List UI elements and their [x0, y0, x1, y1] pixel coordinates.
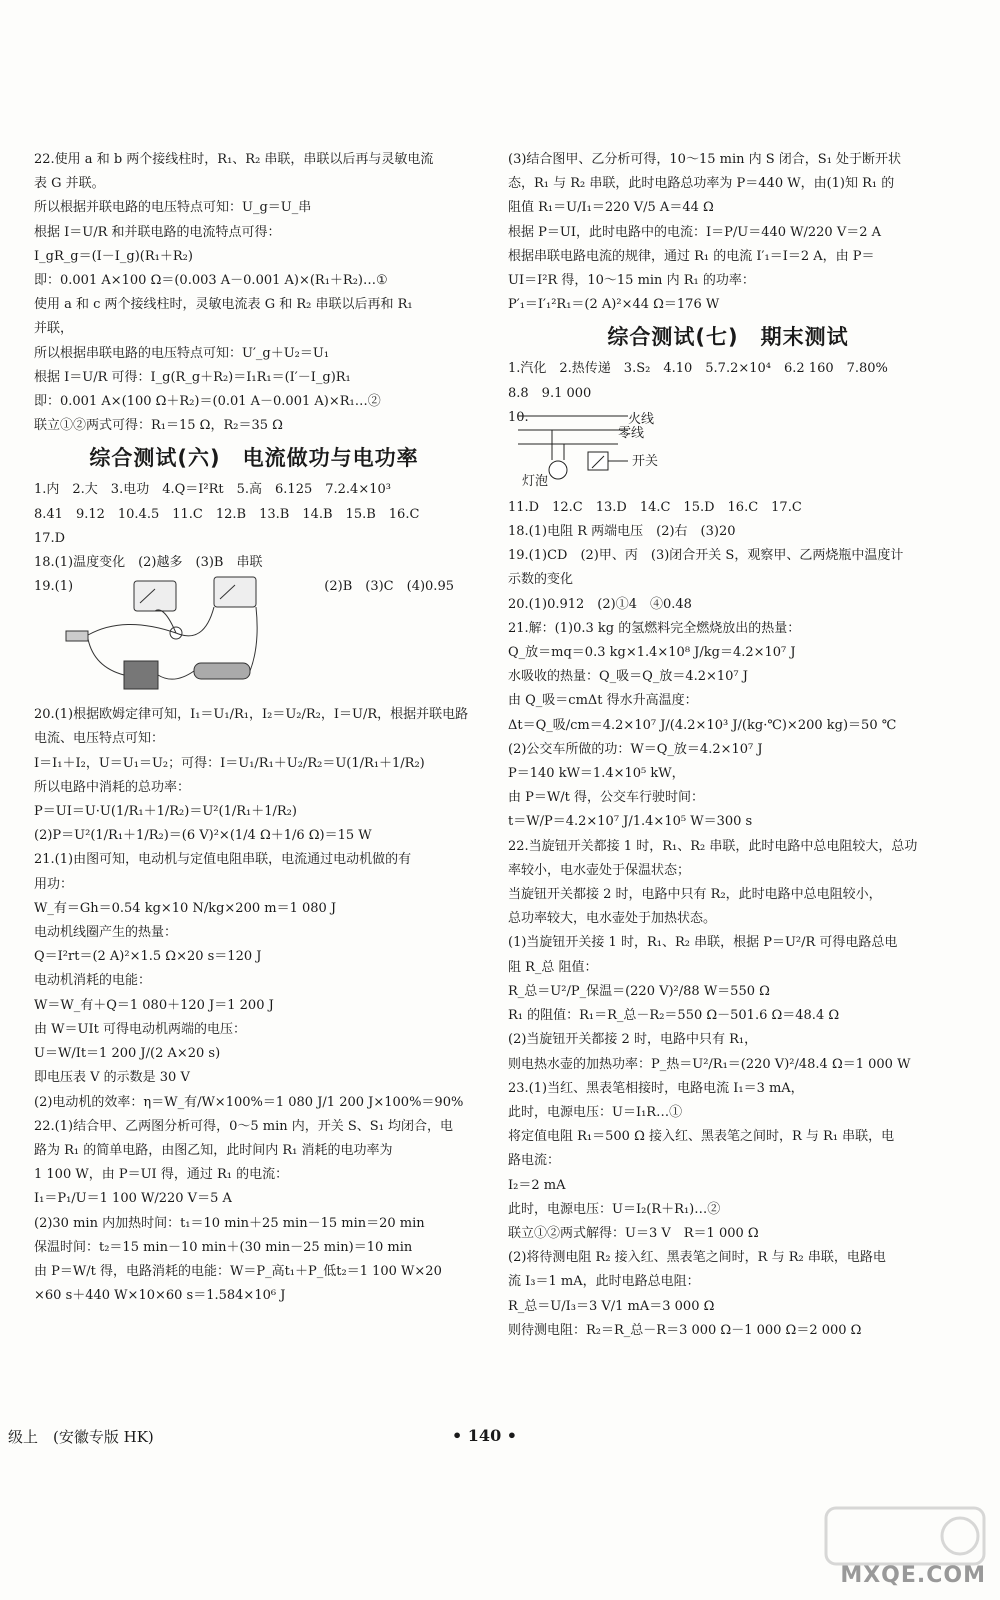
bulb-label: 灯泡 [522, 473, 549, 489]
answer-line: 用功： [34, 876, 74, 892]
question-19-label: 19.(1) [34, 579, 74, 595]
right-column [508, 148, 948, 1343]
answer-line: 当旋钮开关都接 2 时，电路中只有 R₂，此时电路中总电阻较小， [508, 887, 882, 903]
answer-line: 保温时间：t₂＝15 min－10 min＋(30 min－25 min)＝10 min [34, 1239, 413, 1255]
answer-line: 率较小，电水壶处于保温状态； [508, 862, 691, 878]
section-title-6: 综合测试(六) 电流做功与电功率 [89, 446, 419, 471]
answer-line: 则待测电阻：R₂＝R_总－R＝3 000 Ω－1 000 Ω＝2 000 Ω [508, 1322, 862, 1338]
answer-line: P′₁＝I′₁²R₁＝(2 A)²×44 Ω＝176 W [508, 297, 720, 313]
answer-line: (2)电动机的效率：η＝W_有/W×100%＝1 080 J/1 200 J×100%＝90% [34, 1094, 464, 1110]
question-10-figure [508, 406, 948, 496]
answer-line: 即：0.001 A×(100 Ω＋R₂)＝(0.01 A－0.001 A)×R₁…② [34, 394, 381, 410]
answer-line: 所以电路中消耗的总功率： [34, 779, 191, 795]
neutral-wire-label: 零线 [618, 425, 645, 441]
answer-line: 即：0.001 A×100 Ω＝(0.003 A－0.001 A)×(R₁＋R₂)…① [34, 273, 388, 289]
answer-line: 联立①②两式可得：R₁＝15 Ω，R₂＝35 Ω [34, 418, 283, 434]
watermark-text: MXQE.COM [840, 1563, 986, 1588]
answer-line: 1.内 2.大 3.电功 4.Q＝I²Rt 5.高 6.125 7.2.4×10³ [34, 482, 391, 498]
answer-line: 22.当旋钮开关都接 1 时，R₁、R₂ 串联，此时电路中总电阻较大，总功 [508, 838, 918, 854]
answer-line: (2)30 min 内加热时间：t₁＝10 min＋25 min－15 min＝20 min [34, 1215, 425, 1231]
answer-line: (2)公交车所做的功：W＝Q_放＝4.2×10⁷ J [508, 741, 763, 757]
answer-line: 21.解：(1)0.3 kg 的氢燃料完全燃烧放出的热量： [508, 620, 801, 636]
live-wire-label: 火线 [628, 411, 655, 427]
answer-line: 22.使用 a 和 b 两个接线柱时，R₁、R₂ 串联，串联以后再与灵敏电流 [34, 152, 434, 167]
answer-line: W＝W_有＋Q＝1 080＋120 J＝1 200 J [34, 997, 274, 1013]
answer-line: 路为 R₁ 的简单电路，由图乙知，此时间内 R₁ 消耗的电功率为 [34, 1142, 393, 1158]
answer-line: 根据 I＝U/R 和并联电路的电流特点可得： [34, 224, 281, 240]
section-title-7: 综合测试(七) 期末测试 [607, 325, 849, 350]
answer-line: 电流、电压特点可知： [34, 731, 165, 747]
answer-line: 1.汽化 2.热传递 3.S₂ 4.10 5.7.2×10⁴ 6.2 160 7.80% [508, 361, 888, 377]
answer-line: (2)将待测电阻 R₂ 接入红、黑表笔之间时，R 与 R₂ 串联，电路电 [508, 1250, 886, 1266]
answer-line: 所以根据串联电路的电压特点可知：U′_g＋U₂＝U₁ [34, 345, 330, 361]
left-column [34, 148, 474, 1308]
answer-line: 22.(1)结合甲、乙两图分析可得，0～5 min 内，开关 S、S₁ 均闭合，电 [34, 1118, 454, 1134]
answer-line: 使用 a 和 c 两个接线柱时，灵敏电流表 G 和 R₂ 串联以后再和 R₁ [34, 297, 413, 313]
answer-line: U＝W/It＝1 200 J/(2 A×20 s) [34, 1046, 221, 1062]
answer-line: 17.D [34, 530, 66, 546]
answer-line: 23.(1)当红、黑表笔相接时，电路电流 I₁＝3 mA， [508, 1080, 804, 1096]
answer-line: 11.D 12.C 13.D 14.C 15.D 16.C 17.C [508, 499, 802, 515]
answer-line: 20.(1)0.912 (2)①4 ④0.48 [508, 596, 692, 612]
answer-line: R_总＝U²/P_保温＝(220 V)²/88 W＝550 Ω [508, 983, 770, 999]
answer-line: 并联， [34, 321, 74, 337]
answer-line: I₂＝2 mA [508, 1177, 566, 1193]
answer-line: 电动机消耗的电能： [34, 973, 152, 989]
answer-line: 根据 P＝UI，此时电路中的电流：I＝P/U＝440 W/220 V＝2 A [508, 224, 882, 240]
answer-line: Δt＝Q_吸/cm＝4.2×10⁷ J/(4.2×10³ J/(kg·℃)×200 kg)＝50 ℃ [508, 717, 897, 733]
answer-line: 21.(1)由图可知，电动机与定值电阻串联，电流通过电动机做的有 [34, 852, 412, 868]
answer-line: 20.(1)根据欧姆定律可知，I₁＝U₁/R₁，I₂＝U₂/R₂，I＝U/R，根据并联电路 [34, 707, 469, 723]
answer-line: I＝I₁＋I₂，U＝U₁＝U₂；可得：I＝U₁/R₁＋U₂/R₂＝U(1/R₁＋1/R₂) [34, 755, 425, 771]
answer-line: 由 P＝W/t 得，公交车行驶时间： [508, 790, 704, 806]
answer-line: 18.(1)温度变化 (2)越多 (3)B 串联 [34, 555, 263, 571]
answer-line: 将定值电阻 R₁＝500 Ω 接入红、黑表笔之间时，R 与 R₁ 串联，电 [508, 1129, 895, 1145]
page-number: • 140 • [452, 1426, 517, 1445]
answer-line: 根据 I＝U/R 可得：I_g(R_g＋R₂)＝I₁R₁＝(I′－I_g)R₁ [34, 369, 351, 385]
answer-line: (1)当旋钮开关接 1 时，R₁、R₂ 串联，根据 P＝U²/R 可得电路总电 [508, 935, 898, 951]
answer-line: I_gR_g＝(I－I_g)(R₁＋R₂) [34, 248, 193, 264]
answer-line: 联立①②两式解得：U＝3 V R＝1 000 Ω [508, 1225, 759, 1241]
answer-line: R₁ 的阻值：R₁＝R_总－R₂＝550 Ω－501.6 Ω＝48.4 Ω [508, 1008, 840, 1024]
answer-line: 18.(1)电阻 R 两端电压 (2)右 (3)20 [508, 524, 736, 540]
answer-line: 表 G 并联。 [34, 176, 105, 192]
answer-line: 则电热水壶的加热功率：P_热＝U²/R₁＝(220 V)²/48.4 Ω＝1 000 W [508, 1056, 911, 1072]
answer-line: 1 100 W，由 P＝UI 得，通过 R₁ 的电流： [34, 1167, 289, 1183]
answer-line: P＝UI＝U·U(1/R₁＋1/R₂)＝U²(1/R₁＋1/R₂) [34, 804, 297, 820]
answer-line: I₁＝P₁/U＝1 100 W/220 V＝5 A [34, 1191, 232, 1207]
answer-line: ×60 s＋440 W×10×60 s＝1.584×10⁶ J [34, 1288, 286, 1304]
answer-line: 所以根据并联电路的电压特点可知：U_g＝U_串 [34, 200, 312, 216]
answer-line: Q＝I²rt＝(2 A)²×1.5 Ω×20 s＝120 J [34, 949, 262, 965]
answer-line: 电动机线圈产生的热量： [34, 925, 178, 941]
answer-line: 19.(1)CD (2)甲、丙 (3)闭合开关 S，观察甲、乙两烧瓶中温度计 [508, 548, 904, 564]
answer-line: 水吸收的热量：Q_吸＝Q_放＝4.2×10⁷ J [508, 669, 748, 685]
answer-line: 根据串联电路电流的规律，通过 R₁ 的电流 I′₁＝I＝2 A，由 P＝ [508, 248, 875, 264]
answer-line: 阻 R_总 阻值： [508, 959, 598, 975]
footer-edition: 级上 (安徽专版 HK) [8, 1428, 154, 1446]
question-19-answers: (2)B (3)C (4)0.95 [324, 579, 454, 595]
answer-line: Q_放＝mq＝0.3 kg×1.4×10⁸ J/kg＝4.2×10⁷ J [508, 645, 796, 661]
question-19-figure [34, 575, 474, 703]
answer-line: 流 I₃＝1 mA，此时电路总电阻： [508, 1274, 700, 1290]
answer-line: 路电流： [508, 1153, 561, 1169]
answer-line: 由 W＝UIt 可得电动机两端的电压： [34, 1021, 246, 1037]
answer-line: 示数的变化 [508, 572, 574, 588]
answer-line: W_有＝Gh＝0.54 kg×10 N/kg×200 m＝1 080 J [34, 900, 337, 916]
answer-line: 态，R₁ 与 R₂ 串联，此时电路总功率为 P＝440 W，由(1)知 R₁ 的 [508, 176, 895, 192]
answer-line: 8.41 9.12 10.4.5 11.C 12.B 13.B 14.B 15.B 16.C [34, 506, 420, 522]
answer-line: (3)结合图甲、乙分析可得，10～15 min 内 S 闭合，S₁ 处于断开状 [508, 152, 902, 167]
answer-line: 此时，电源电压：U＝I₁R…① [508, 1104, 683, 1120]
answer-line: 由 Q_吸＝cmΔt 得水升高温度： [508, 693, 698, 709]
answer-line: 总功率较大，电水壶处于加热状态。 [508, 911, 717, 927]
answer-line: (2)当旋钮开关都接 2 时，电路中只有 R₁， [508, 1032, 758, 1048]
answer-line: 阻值 R₁＝U/I₁＝220 V/5 A＝44 Ω [508, 200, 714, 216]
answer-line: 由 P＝W/t 得，电路消耗的电能：W＝P_高t₁＋P_低t₂＝1 100 W×20 [34, 1263, 442, 1279]
answer-line: P＝140 kW＝1.4×10⁵ kW， [508, 766, 685, 782]
switch-label: 开关 [632, 453, 659, 469]
answer-line: 8.8 9.1 000 [508, 385, 592, 401]
answer-line: UI＝I²R 得，10～15 min 内 R₁ 的功率： [508, 273, 755, 289]
answer-line: 即电压表 V 的示数是 30 V [34, 1070, 190, 1086]
answer-line: t＝W/P＝4.2×10⁷ J/1.4×10⁵ W＝300 s [508, 814, 753, 830]
answer-line: 此时，电源电压：U＝I₂(R＋R₁)…② [508, 1201, 721, 1217]
answer-line: R_总＝U/I₃＝3 V/1 mA＝3 000 Ω [508, 1298, 715, 1314]
circuit-diagram-icon [64, 575, 264, 703]
question-10-label: 10. [508, 409, 529, 425]
answer-line: (2)P＝U²(1/R₁＋1/R₂)＝(6 V)²×(1/4 Ω＋1/6 Ω)＝15 W [34, 828, 372, 844]
